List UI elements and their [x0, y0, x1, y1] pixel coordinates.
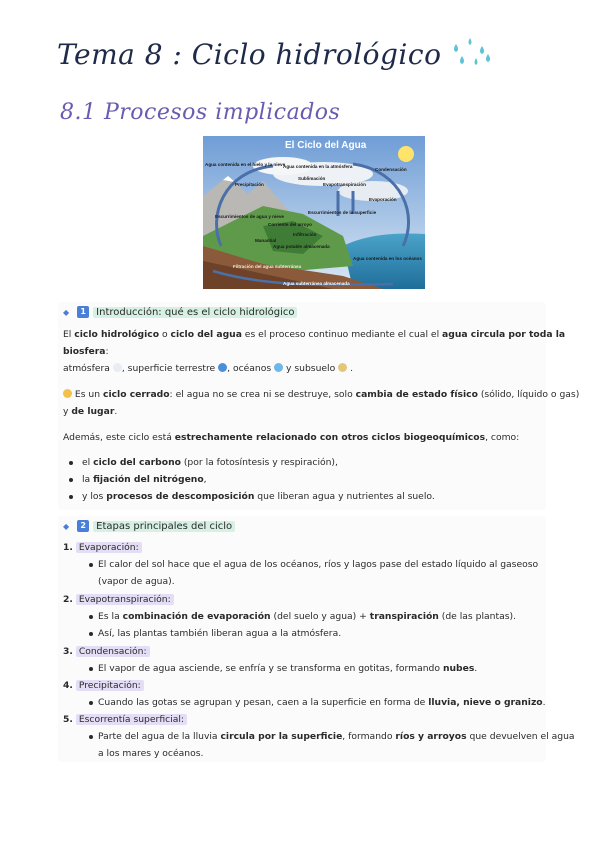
bullet-icon	[69, 461, 73, 465]
bullet-icon	[89, 615, 93, 619]
diagram-label-oceanos: Agua contenida en los océanos	[353, 256, 422, 261]
diamond-bullet-icon: ◆	[63, 521, 70, 531]
diagram-label-infiltracion: Infiltración	[293, 232, 317, 237]
cloud-emoji-icon	[113, 363, 122, 372]
diagram-label-escurrimientos-nieve: Escurrimientos de agua y nieve	[215, 214, 284, 219]
bullet-icon	[89, 632, 93, 636]
intro-paragraph-line1: El ciclo hidrológico o ciclo del agua es el proceso continuo mediante el cual el agua circula por toda la	[63, 329, 566, 340]
pointing-hand-emoji-icon	[63, 389, 72, 398]
bullet-icon	[89, 667, 93, 671]
step-precipitacion: 4. Precipitación:	[63, 677, 144, 694]
step-evaporacion: 1. Evaporación:	[63, 539, 142, 556]
section-subtitle: 8.1 Procesos implicados	[60, 100, 341, 125]
intro-paragraph-line2: biosfera:	[63, 346, 109, 357]
step-evaporacion-desc1: El calor del sol hace que el agua de los océanos, ríos y lagos pase del estado líquido al gaseoso	[98, 559, 539, 570]
water-cycle-diagram	[203, 136, 425, 289]
section-intro-card	[58, 302, 580, 510]
list-item: la fijación del nitrógeno,	[82, 474, 207, 485]
section-intro-heading: ◆ 1 Introducción: qué es el ciclo hidrológico	[63, 306, 297, 318]
number-badge: 2	[77, 520, 89, 532]
step-condensacion: 3. Condensación:	[63, 643, 150, 660]
diamond-bullet-icon: ◆	[63, 307, 70, 317]
step-escorrentia-desc1: Parte del agua de la lluvia circula por la superficie, formando ríos y arroyos que devuelven el agua	[98, 731, 575, 742]
list-item: y los procesos de descomposición que liberan agua y nutrientes al suelo.	[82, 491, 435, 502]
section-stages-card	[58, 516, 575, 762]
step-evapotranspiracion-desc2: Así, las plantas también liberan agua a la atmósfera.	[98, 628, 342, 639]
diagram-label-sublimacion: Sublimación	[298, 176, 326, 181]
diagram-label-precipitacion: Precipitación	[235, 182, 264, 187]
diagram-label-hielo: Agua contenida en el hielo y la nieve	[205, 162, 286, 167]
step-evaporacion-desc2: (vapor de agua).	[98, 576, 175, 587]
bullet-icon	[69, 495, 73, 499]
list-item: el ciclo del carbono (por la fotosíntesis y respiración),	[82, 457, 338, 468]
diagram-label-condensacion: Condensación	[375, 167, 407, 172]
wave-emoji-icon	[274, 363, 283, 372]
related-cycles-paragraph: Además, este ciclo está estrechamente relacionado con otros ciclos biogeoquímicos, como:	[63, 432, 520, 443]
intro-paragraph-line3: atmósfera , superficie terrestre , océanos y subsuelo .	[63, 363, 354, 374]
number-badge: 1	[77, 306, 89, 318]
water-drops-icon	[448, 36, 508, 76]
step-condensacion-desc: El vapor de agua asciende, se enfría y se transforma en gotitas, formando nubes.	[98, 663, 478, 674]
diagram-label-subterranea: Agua subterránea almacenada	[283, 281, 350, 286]
bullet-icon	[89, 701, 93, 705]
sprout-emoji-icon	[338, 363, 347, 372]
diagram-label-escurrimientos-superficie: Escurrimientos de la superficie	[308, 210, 377, 215]
closed-cycle-line1: Es un ciclo cerrado: el agua no se crea ni se destruye, solo cambia de estado físico (sólido, líquido o gas)	[63, 386, 579, 403]
step-precipitacion-desc: Cuando las gotas se agrupan y pesan, caen a la superficie en forma de lluvia, nieve o granizo.	[98, 697, 546, 708]
diagram-label-corriente: Corriente del arroyo	[268, 222, 312, 227]
step-escorrentia: 5. Escorrentía superficial:	[63, 711, 187, 728]
diagram-label-evapotranspiracion: Evapotranspiración	[323, 182, 366, 187]
diagram-label-filtracion: Filtración del agua subterránea	[233, 264, 302, 269]
globe-emoji-icon	[218, 363, 227, 372]
diagram-label-evaporacion: Evaporación	[369, 197, 397, 202]
bullet-icon	[89, 563, 93, 567]
diagram-label-potable: Agua potable almacenada	[273, 244, 330, 249]
diagram-label-atmosfera: Agua contenida en la atmósfera	[283, 164, 353, 169]
sun-icon	[398, 146, 414, 162]
page-title: Tema 8 : Ciclo hidrológico	[57, 38, 442, 71]
step-evapotranspiracion-desc1: Es la combinación de evaporación (del suelo y agua) + transpiración (de las plantas).	[98, 611, 517, 622]
section-stages-heading: ◆ 2 Etapas principales del ciclo	[63, 520, 235, 532]
step-escorrentia-desc2: a los mares y océanos.	[98, 748, 204, 759]
diagram-title: El Ciclo del Agua	[285, 140, 367, 151]
closed-cycle-line2: y de lugar.	[63, 406, 118, 417]
diagram-label-manantial: Manantial	[255, 238, 277, 243]
bullet-icon	[89, 735, 93, 739]
bullet-icon	[69, 478, 73, 482]
step-evapotranspiracion: 2. Evapotranspiración:	[63, 591, 174, 608]
